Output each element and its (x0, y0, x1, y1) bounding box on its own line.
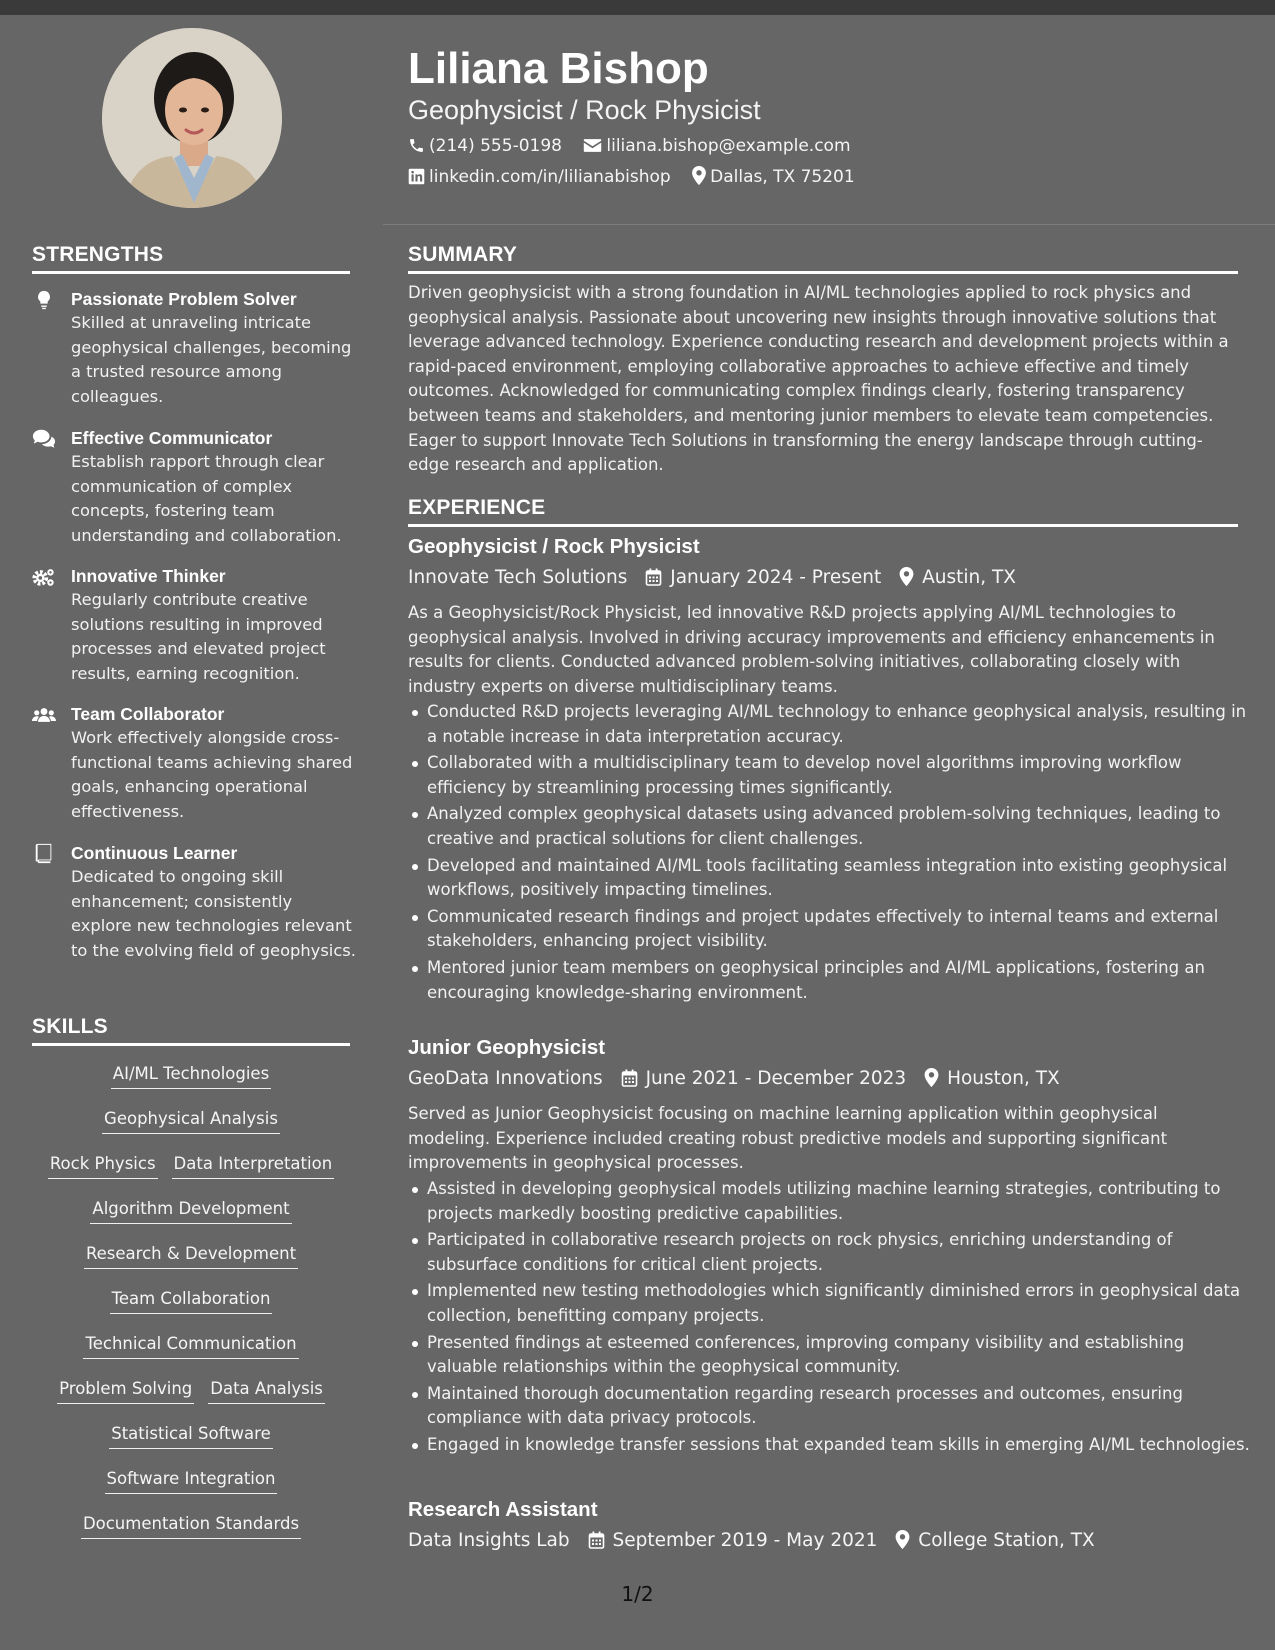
job-bullet: Communicated research findings and project updates effectively to internal teams and external stakeholders, enhancing project visibility. (427, 905, 1257, 954)
summary-heading: SUMMARY (408, 243, 1238, 274)
linkedin-text[interactable]: linkedin.com/in/lilianabishop (429, 167, 671, 187)
skills-row (32, 1108, 350, 1134)
skills-row (32, 1468, 350, 1494)
job-meta (408, 566, 1028, 590)
gears-icon (32, 566, 56, 588)
job-location: Austin, TX (922, 567, 1016, 588)
strength-text: Skilled at unraveling intricate geophysical challenges, becoming a trusted resource among colleagues. (71, 313, 352, 406)
map-pin-icon (895, 1530, 910, 1549)
candidate-name: Liliana Bishop (408, 44, 709, 93)
strengths-heading: STRENGTHS (32, 243, 350, 274)
skills-row (32, 1288, 350, 1314)
strength-title: Passionate Problem Solver (71, 289, 297, 309)
skill-tag: Team Collaboration (110, 1288, 273, 1314)
job-bullets (408, 1177, 1257, 1460)
experience-heading: EXPERIENCE (408, 496, 1238, 527)
skill-tag: Statistical Software (109, 1423, 273, 1449)
skill-tag: Rock Physics (48, 1153, 158, 1179)
calendar-icon (645, 568, 662, 586)
skills-row (32, 1513, 350, 1539)
job-bullet: Developed and maintained AI/ML tools facilitating seamless integration into existing geophysical workflows, positively impacting timelines. (427, 854, 1257, 903)
map-pin-icon (899, 567, 914, 586)
comments-icon (32, 428, 56, 450)
strength-title: Innovative Thinker (71, 566, 226, 586)
location-contact (692, 166, 855, 188)
job-dates: January 2024 - Present (670, 567, 882, 588)
profile-photo (102, 28, 282, 208)
job-title: Junior Geophysicist (408, 1036, 606, 1059)
strength-title: Continuous Learner (71, 843, 238, 863)
job-dates: June 2021 - December 2023 (645, 1068, 907, 1089)
strength-text: Work effectively alongside cross-functional teams achieving shared goals, enhancing operational effectiveness. (71, 728, 353, 821)
skills-row (32, 1333, 350, 1359)
skill-tag: Data Analysis (208, 1378, 325, 1404)
job-bullet: Mentored junior team members on geophysical principles and AI/ML applications, fostering an encouraging knowledge-sharing environment. (427, 956, 1257, 1005)
skill-tag: Problem Solving (57, 1378, 194, 1404)
job-description: As a Geophysicist/Rock Physicist, led innovative R&D projects applying AI/ML technologies to geophysical analysis. Involved in driving accuracy improvements and efficiency enhancements in results for clients. Conducted advanced problem-solving initiatives, collaborating closely with industry experts on diverse multidisciplinary teams. (408, 603, 1215, 696)
skill-tag: Technical Communication (83, 1333, 298, 1359)
job-dates: September 2019 - May 2021 (612, 1530, 878, 1551)
job-location: Houston, TX (947, 1068, 1060, 1089)
strength-text: Regularly contribute creative solutions resulting in improved processes and elevated project results, earning recognition. (71, 590, 326, 683)
resume-page (0, 15, 1275, 1650)
calendar-icon (588, 1531, 605, 1549)
job-bullets (408, 700, 1257, 1007)
contact-row-2 (408, 166, 871, 188)
job-bullet: Conducted R&D projects leveraging AI/ML technology to enhance geophysical analysis, resulting in a notable increase in data interpretation accuracy. (427, 700, 1257, 749)
skill-tag: Algorithm Development (90, 1198, 291, 1224)
book-icon (32, 843, 56, 865)
skill-tag: Documentation Standards (81, 1513, 301, 1539)
job-bullet: Collaborated with a multidisciplinary team to develop novel algorithms improving workflow efficiency by streamlining processing times significantly. (427, 751, 1257, 800)
candidate-title: Geophysicist / Rock Physicist (408, 95, 761, 125)
strength-title: Effective Communicator (71, 428, 273, 448)
job-bullet: Analyzed complex geophysical datasets using advanced problem-solving techniques, leading to creative and practical solutions for client challenges. (427, 802, 1257, 851)
viewer-top-bar (0, 0, 1275, 15)
skill-tag: Geophysical Analysis (102, 1108, 280, 1134)
phone-icon (408, 137, 425, 154)
lightbulb-icon (32, 289, 56, 311)
strength-text: Dedicated to ongoing skill enhancement; consistently explore new technologies relevant to the evolving field of geophysics. (71, 867, 356, 960)
job-bullet: Presented findings at esteemed conferences, improving company visibility and establishing valuable relationships within the geophysical community. (427, 1331, 1257, 1380)
job-location: College Station, TX (918, 1530, 1095, 1551)
summary-text: Driven geophysicist with a strong foundation in AI/ML technologies applied to rock physics and geophysical analysis. Passionate about uncovering new insights through innovative solutions that leverage advanced technology. Experience conducting research and development projects within a rapid-paced environment, employing collaborative approaches to achieve effective and timely outcomes. Acknowledged for communicating complex findings clearly, fostering transparency between teams and stakeholders, and mentoring junior members to elevate team competencies. Eager to support Innovate Tech Solutions in transforming the energy landscape through cutting-edge research and application. (408, 283, 1229, 475)
skills-row (32, 1243, 350, 1269)
job-description: Served as Junior Geophysicist focusing on machine learning application within geophysical modeling. Experience included creating robust predictive models and supporting significant improvements in geophysical processes. (408, 1104, 1168, 1173)
skills-row (32, 1378, 350, 1404)
calendar-icon (621, 1069, 638, 1087)
header-divider (383, 224, 1275, 225)
job-title: Research Assistant (408, 1498, 598, 1521)
phone-contact (408, 135, 562, 157)
skill-tag: Software Integration (105, 1468, 278, 1494)
strength-title: Team Collaborator (71, 704, 225, 724)
job-meta (408, 1529, 1107, 1553)
map-pin-icon (924, 1068, 939, 1087)
job-bullet: Maintained thorough documentation regarding research processes and outcomes, ensuring compliance with data privacy protocols. (427, 1382, 1257, 1431)
job-bullet: Assisted in developing geophysical models utilizing machine learning strategies, contributing to projects markedly boosting predictive capabilities. (427, 1177, 1257, 1226)
job-company: Data Insights Lab (408, 1530, 570, 1551)
skills-row (32, 1198, 350, 1224)
skills-row (32, 1153, 350, 1179)
email-contact (583, 135, 850, 157)
envelope-icon (583, 137, 602, 154)
skill-tag: Data Interpretation (172, 1153, 335, 1179)
strength-text: Establish rapport through clear communication of complex concepts, fostering team understanding and collaboration. (71, 452, 342, 545)
job-company: GeoData Innovations (408, 1068, 603, 1089)
linkedin-contact (408, 166, 671, 188)
skill-tag: Research & Development (84, 1243, 298, 1269)
email-text[interactable]: liliana.bishop@example.com (606, 136, 851, 156)
job-bullet: Implemented new testing methodologies which significantly diminished errors in geophysical data collection, benefitting company projects. (427, 1279, 1257, 1328)
skill-tag: AI/ML Technologies (111, 1063, 271, 1089)
location-text: Dallas, TX 75201 (710, 167, 855, 187)
contact-row-1 (408, 135, 867, 157)
skills-heading: SKILLS (32, 1015, 350, 1046)
phone-text[interactable]: (214) 555-0198 (429, 136, 562, 156)
skills-row (32, 1423, 350, 1449)
job-meta (408, 1067, 1072, 1091)
job-bullet: Participated in collaborative research projects on rock physics, enriching understanding of subsurface conditions for critical client projects. (427, 1228, 1257, 1277)
linkedin-icon (408, 168, 425, 185)
users-icon (32, 704, 56, 726)
page-number: 1/2 (621, 1582, 654, 1606)
skills-row (32, 1063, 350, 1089)
job-title: Geophysicist / Rock Physicist (408, 535, 700, 558)
job-company: Innovate Tech Solutions (408, 567, 628, 588)
map-pin-icon (692, 166, 706, 185)
job-bullet: Engaged in knowledge transfer sessions that expanded team skills in emerging AI/ML technologies. (427, 1433, 1257, 1458)
